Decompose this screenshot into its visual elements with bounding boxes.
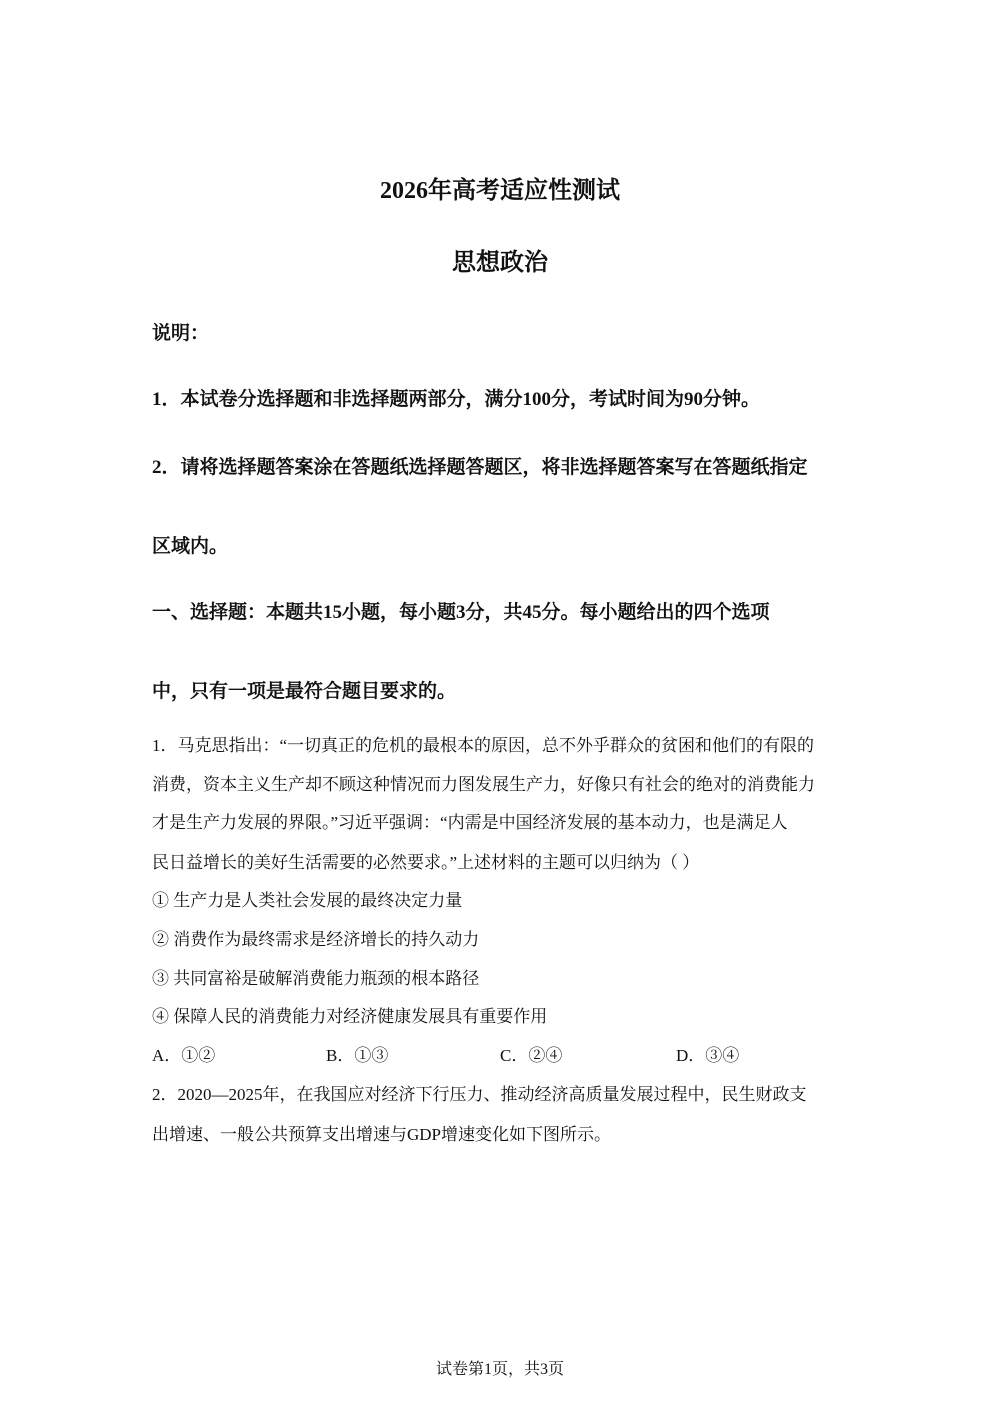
question-1-text-line-2: 消费，资本主义生产却不顾这种情况而力图发展生产力，好像只有社会的绝对的消费能力: [152, 775, 815, 794]
instructions-heading: 说明：: [152, 323, 210, 344]
question-2-text-line-1: 2．2020—2025年，在我国应对经济下行压力、推动经济高质量发展过程中，民生财政支: [152, 1085, 807, 1104]
question-1-statement-4: ④ 保障人民的消费能力对经济健康发展具有重要作用: [152, 1007, 548, 1026]
exam-title: 2026年高考适应性测试: [380, 178, 620, 204]
question-1-option-d: D．③④: [676, 1046, 740, 1065]
instruction-item-2-line-1: 2．请将选择题答案涂在答题纸选择题答题区，将非选择题答案写在答题纸指定: [152, 457, 808, 478]
instruction-item-1: 1．本试卷分选择题和非选择题两部分，满分100分，考试时间为90分钟。: [152, 389, 761, 410]
question-1-option-b: B．①③: [326, 1046, 389, 1065]
question-2-text-line-2: 出增速、一般公共预算支出增速与GDP增速变化如下图所示。: [152, 1125, 612, 1144]
subject-title: 思想政治: [452, 250, 548, 276]
page-footer: 试卷第1页，共3页: [435, 1361, 564, 1378]
question-1-text-line-3: 才是生产力发展的界限。”习近平强调：“内需是中国经济发展的基本动力，也是满足人: [152, 813, 788, 832]
question-1-option-a: A．①②: [152, 1046, 216, 1065]
question-1-statement-3: ③ 共同富裕是破解消费能力瓶颈的根本路径: [152, 969, 480, 988]
question-1-text-line-4: 民日益增长的美好生活需要的必然要求。”上述材料的主题可以归纳为（ ）: [152, 853, 700, 872]
question-1-option-c: C．②④: [500, 1046, 563, 1065]
question-1-text-line-1: 1．马克思指出：“一切真正的危机的最根本的原因，总不外乎群众的贫困和他们的有限的: [152, 736, 815, 755]
question-1-statement-2: ② 消费作为最终需求是经济增长的持久动力: [152, 930, 480, 949]
section-heading-line-1: 一、选择题：本题共15小题，每小题3分，共45分。每小题给出的四个选项: [152, 602, 770, 623]
question-1-statement-1: ① 生产力是人类社会发展的最终决定力量: [152, 891, 463, 910]
section-heading-line-2: 中，只有一项是最符合题目要求的。: [152, 681, 457, 702]
instruction-item-2-line-2: 区域内。: [152, 536, 229, 557]
